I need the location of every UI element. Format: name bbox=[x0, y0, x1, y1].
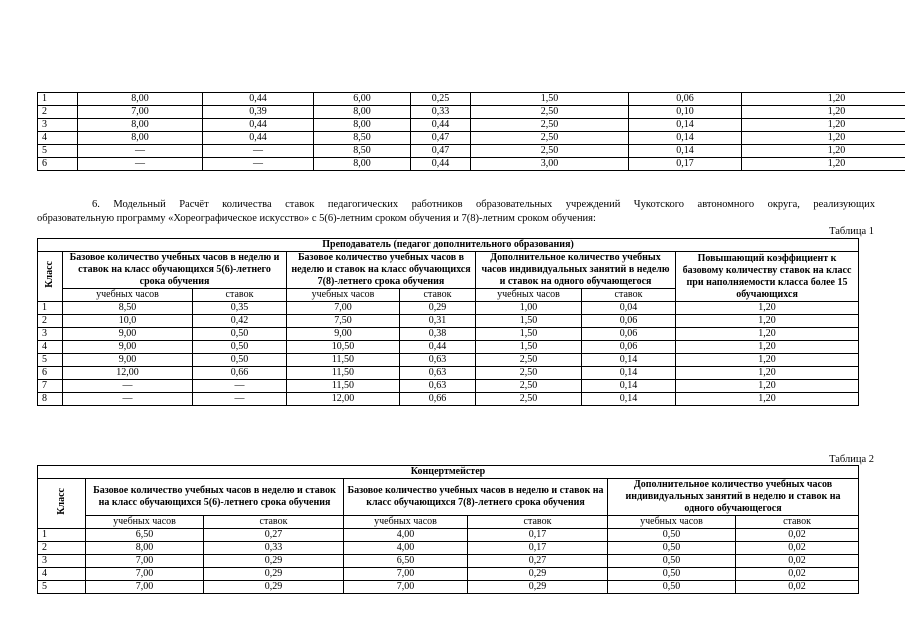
sub-rates: ставок bbox=[468, 516, 608, 529]
table-row bbox=[38, 581, 859, 594]
col-header-individual: Дополнительное количество учебных часов индивидуальных занятий в неделю и ставок на одного обучающегося bbox=[476, 252, 676, 289]
col-header-individual: Дополнительное количество учебных часов индивидуальных занятий в неделю и ставок на одного обучающегося bbox=[608, 479, 859, 516]
table-row bbox=[38, 302, 859, 315]
table-cell: 12,00 bbox=[287, 393, 400, 406]
table-cell: 2,50 bbox=[471, 119, 629, 132]
col-header-7-8: Базовое количество учебных часов в неделю и ставок на класс обучающихся 7(8)-летнего срока обучения bbox=[344, 479, 608, 516]
table-cell: 6,50 bbox=[344, 555, 468, 568]
row-class-number: 5 bbox=[38, 145, 78, 158]
table-cell: 0,50 bbox=[193, 341, 287, 354]
table-cell: 9,00 bbox=[63, 354, 193, 367]
table-cell: — bbox=[63, 393, 193, 406]
row-class-number: 1 bbox=[38, 529, 86, 542]
table-cell: 0,29 bbox=[468, 568, 608, 581]
table-cell: — bbox=[78, 158, 203, 171]
table-cell: 2,50 bbox=[476, 367, 582, 380]
table-cell: 0,14 bbox=[582, 380, 676, 393]
table-cell: 1,20 bbox=[676, 302, 859, 315]
table-cell: 0,14 bbox=[582, 367, 676, 380]
row-class-number: 3 bbox=[38, 119, 78, 132]
sub-rates: ставок bbox=[204, 516, 344, 529]
table-row bbox=[38, 106, 905, 119]
table-cell: 0,02 bbox=[736, 581, 859, 594]
table-cell: 8,00 bbox=[314, 158, 411, 171]
table-cell: 0,44 bbox=[203, 119, 314, 132]
table-cell: 7,00 bbox=[86, 555, 204, 568]
table-cell: 9,00 bbox=[63, 328, 193, 341]
table-cell: 0,29 bbox=[204, 555, 344, 568]
table-cell: 0,02 bbox=[736, 542, 859, 555]
table-row bbox=[38, 315, 859, 328]
table-cell: 8,50 bbox=[63, 302, 193, 315]
table-cell: 1,20 bbox=[676, 354, 859, 367]
table-cell: 1,20 bbox=[676, 328, 859, 341]
table-cell: 8,00 bbox=[78, 93, 203, 106]
teacher-table bbox=[37, 238, 859, 406]
row-class-number: 4 bbox=[38, 132, 78, 145]
table-cell: 0,31 bbox=[400, 315, 476, 328]
table-cell: 0,50 bbox=[608, 555, 736, 568]
table-cell: 2,50 bbox=[476, 354, 582, 367]
table-cell: 8,00 bbox=[86, 542, 204, 555]
table-cell: 2,50 bbox=[471, 106, 629, 119]
table-cell: 0,44 bbox=[203, 93, 314, 106]
table-cell: 0,27 bbox=[468, 555, 608, 568]
table-cell: 2,50 bbox=[471, 145, 629, 158]
table-cell: 7,00 bbox=[344, 568, 468, 581]
table-cell: 0,63 bbox=[400, 354, 476, 367]
table-cell: 0,06 bbox=[582, 315, 676, 328]
accompanist-table bbox=[37, 465, 859, 594]
table-cell: 6,00 bbox=[314, 93, 411, 106]
table-row bbox=[38, 393, 859, 406]
row-class-number: 2 bbox=[38, 542, 86, 555]
col-header-5-6: Базовое количество учебных часов в неделю и ставок на класс обучающихся 5(6)-летнего срока обучения bbox=[86, 479, 344, 516]
table-cell: 8,00 bbox=[314, 119, 411, 132]
row-class-number: 7 bbox=[38, 380, 63, 393]
section-paragraph bbox=[37, 198, 875, 226]
table-cell: 0,06 bbox=[582, 341, 676, 354]
table-cell: — bbox=[63, 380, 193, 393]
table-cell: 0,27 bbox=[204, 529, 344, 542]
table-cell: 8,50 bbox=[314, 132, 411, 145]
table-row bbox=[38, 132, 905, 145]
table-cell: 1,20 bbox=[742, 106, 905, 119]
row-class-number: 4 bbox=[38, 568, 86, 581]
table-cell: 10,50 bbox=[287, 341, 400, 354]
teacher-table-body bbox=[38, 302, 859, 406]
sub-rates: ставок bbox=[400, 289, 476, 302]
table-cell: 0,29 bbox=[468, 581, 608, 594]
table-cell: 11,50 bbox=[287, 380, 400, 393]
accompanist-table-body bbox=[38, 529, 859, 594]
row-class-number: 2 bbox=[38, 106, 78, 119]
table-cell: 0,50 bbox=[608, 581, 736, 594]
table-cell: 0,02 bbox=[736, 529, 859, 542]
table-cell: 7,00 bbox=[86, 568, 204, 581]
table-row bbox=[38, 542, 859, 555]
table-row bbox=[38, 555, 859, 568]
table-cell: 4,00 bbox=[344, 542, 468, 555]
table-1-label: Таблица 1 bbox=[829, 226, 874, 237]
table-cell: 7,00 bbox=[78, 106, 203, 119]
table-cell: 8,50 bbox=[314, 145, 411, 158]
row-class-number: 3 bbox=[38, 555, 86, 568]
table-cell: 0,06 bbox=[582, 328, 676, 341]
sub-hours: учебных часов bbox=[86, 516, 204, 529]
table-cell: 0,44 bbox=[411, 158, 471, 171]
continuation-table-body bbox=[38, 93, 905, 171]
table-cell: 0,50 bbox=[608, 568, 736, 581]
table-cell: 11,50 bbox=[287, 367, 400, 380]
table-cell: 9,00 bbox=[287, 328, 400, 341]
table-cell: 1,20 bbox=[742, 145, 905, 158]
table-cell: 0,14 bbox=[629, 145, 742, 158]
row-class-number: 3 bbox=[38, 328, 63, 341]
table-cell: 0,14 bbox=[629, 132, 742, 145]
table-cell: 1,20 bbox=[742, 119, 905, 132]
table-row bbox=[38, 93, 905, 106]
table-cell: 1,00 bbox=[476, 302, 582, 315]
table-cell: 0,10 bbox=[629, 106, 742, 119]
table-cell: 1,50 bbox=[476, 315, 582, 328]
table-cell: 0,35 bbox=[193, 302, 287, 315]
table-cell: 0,02 bbox=[736, 555, 859, 568]
continuation-table bbox=[37, 92, 905, 171]
table-cell: 7,50 bbox=[287, 315, 400, 328]
sub-rates: ставок bbox=[736, 516, 859, 529]
table-2-label: Таблица 2 bbox=[829, 454, 874, 465]
table-cell: 0,50 bbox=[608, 529, 736, 542]
col-header-5-6: Базовое количество учебных часов в неделю и ставок на класс обучающихся 5(6)-летнего срока обучения bbox=[63, 252, 287, 289]
sub-hours: учебных часов bbox=[608, 516, 736, 529]
table-row bbox=[38, 354, 859, 367]
paragraph-line-2: образовательную программу «Хореографическое искусство» с 5(6)-летним сроком обучения и 7(8)-летним сроком обучения: bbox=[37, 213, 596, 224]
table-cell: 0,17 bbox=[468, 529, 608, 542]
row-class-number: 4 bbox=[38, 341, 63, 354]
table-cell: 0,33 bbox=[204, 542, 344, 555]
teacher-table-title: Преподаватель (педагог дополнительного образования) bbox=[38, 239, 859, 252]
table-cell: 1,20 bbox=[742, 132, 905, 145]
table-cell: 12,00 bbox=[63, 367, 193, 380]
table-cell: 0,44 bbox=[400, 341, 476, 354]
class-header: Класс bbox=[38, 252, 63, 302]
table-cell: 6,50 bbox=[86, 529, 204, 542]
table-row bbox=[38, 367, 859, 380]
table-cell: 1,20 bbox=[742, 93, 905, 106]
table-cell: 4,00 bbox=[344, 529, 468, 542]
sub-rates: ставок bbox=[582, 289, 676, 302]
table-cell: 0,66 bbox=[193, 367, 287, 380]
row-class-number: 2 bbox=[38, 315, 63, 328]
table-cell: 0,06 bbox=[629, 93, 742, 106]
table-cell: 0,44 bbox=[203, 132, 314, 145]
table-cell: 0,39 bbox=[203, 106, 314, 119]
table-cell: 1,50 bbox=[476, 328, 582, 341]
table-cell: 1,20 bbox=[676, 367, 859, 380]
table-cell: 2,50 bbox=[471, 132, 629, 145]
table-cell: 0,50 bbox=[193, 328, 287, 341]
table-cell: 0,38 bbox=[400, 328, 476, 341]
sub-rates: ставок bbox=[193, 289, 287, 302]
table-row bbox=[38, 529, 859, 542]
table-cell: — bbox=[193, 380, 287, 393]
table-cell: 0,42 bbox=[193, 315, 287, 328]
table-cell: 0,47 bbox=[411, 132, 471, 145]
table-cell: 0,29 bbox=[204, 581, 344, 594]
table-cell: 3,00 bbox=[471, 158, 629, 171]
table-cell: 0,17 bbox=[468, 542, 608, 555]
table-cell: 1,20 bbox=[676, 393, 859, 406]
table-cell: 9,00 bbox=[63, 341, 193, 354]
table-row bbox=[38, 380, 859, 393]
table-cell: 1,20 bbox=[742, 158, 905, 171]
table-cell: 0,66 bbox=[400, 393, 476, 406]
row-class-number: 6 bbox=[38, 367, 63, 380]
table-row bbox=[38, 145, 905, 158]
table-cell: 0,63 bbox=[400, 380, 476, 393]
table-cell: 0,50 bbox=[608, 542, 736, 555]
row-class-number: 5 bbox=[38, 354, 63, 367]
table-cell: 11,50 bbox=[287, 354, 400, 367]
sub-hours: учебных часов bbox=[287, 289, 400, 302]
table-cell: 0,02 bbox=[736, 568, 859, 581]
table-cell: 0,50 bbox=[193, 354, 287, 367]
paragraph-line-1: 6. Модельный Расчёт количества ставок педагогических работников образовательных учреждений Чукотского автономного округа, реализующих bbox=[92, 199, 875, 210]
table-cell: — bbox=[78, 145, 203, 158]
table-cell: 0,33 bbox=[411, 106, 471, 119]
table-cell: 0,29 bbox=[400, 302, 476, 315]
table-cell: 7,00 bbox=[86, 581, 204, 594]
table-cell: 2,50 bbox=[476, 393, 582, 406]
table-cell: 0,25 bbox=[411, 93, 471, 106]
table-row bbox=[38, 119, 905, 132]
table-cell: 8,00 bbox=[78, 132, 203, 145]
table-cell: 0,14 bbox=[582, 354, 676, 367]
sub-hours: учебных часов bbox=[63, 289, 193, 302]
table-row bbox=[38, 158, 905, 171]
table-cell: 1,20 bbox=[676, 341, 859, 354]
table-cell: 0,14 bbox=[629, 119, 742, 132]
table-cell: 0,63 bbox=[400, 367, 476, 380]
class-header: Класс bbox=[38, 479, 86, 529]
row-class-number: 6 bbox=[38, 158, 78, 171]
sub-hours: учебных часов bbox=[476, 289, 582, 302]
table-cell: 8,00 bbox=[78, 119, 203, 132]
table-cell: 0,17 bbox=[629, 158, 742, 171]
table-row bbox=[38, 568, 859, 581]
table-row bbox=[38, 341, 859, 354]
table-cell: 0,14 bbox=[582, 393, 676, 406]
row-class-number: 1 bbox=[38, 302, 63, 315]
table-cell: 1,50 bbox=[471, 93, 629, 106]
table-cell: 7,00 bbox=[344, 581, 468, 594]
table-cell: 0,04 bbox=[582, 302, 676, 315]
row-class-number: 1 bbox=[38, 93, 78, 106]
table-cell: — bbox=[203, 145, 314, 158]
row-class-number: 8 bbox=[38, 393, 63, 406]
row-class-number: 5 bbox=[38, 581, 86, 594]
sub-hours: учебных часов bbox=[344, 516, 468, 529]
table-cell: 8,00 bbox=[314, 106, 411, 119]
table-cell: 1,20 bbox=[676, 380, 859, 393]
table-row bbox=[38, 328, 859, 341]
accompanist-table-title: Концертмейстер bbox=[38, 466, 859, 479]
table-cell: 10,0 bbox=[63, 315, 193, 328]
table-cell: 0,44 bbox=[411, 119, 471, 132]
table-cell: — bbox=[193, 393, 287, 406]
table-cell: — bbox=[203, 158, 314, 171]
table-cell: 0,29 bbox=[204, 568, 344, 581]
table-cell: 0,47 bbox=[411, 145, 471, 158]
col-header-coefficient: Повышающий коэффициент к базовому количеству ставок на класс при наполняемости класса более 15 обучающихся bbox=[676, 252, 859, 302]
col-header-7-8: Базовое количество учебных часов в неделю и ставок на класс обучающихся 7(8)-летнего срока обучения bbox=[287, 252, 476, 289]
table-cell: 1,50 bbox=[476, 341, 582, 354]
table-cell: 1,20 bbox=[676, 315, 859, 328]
table-cell: 7,00 bbox=[287, 302, 400, 315]
table-cell: 2,50 bbox=[476, 380, 582, 393]
